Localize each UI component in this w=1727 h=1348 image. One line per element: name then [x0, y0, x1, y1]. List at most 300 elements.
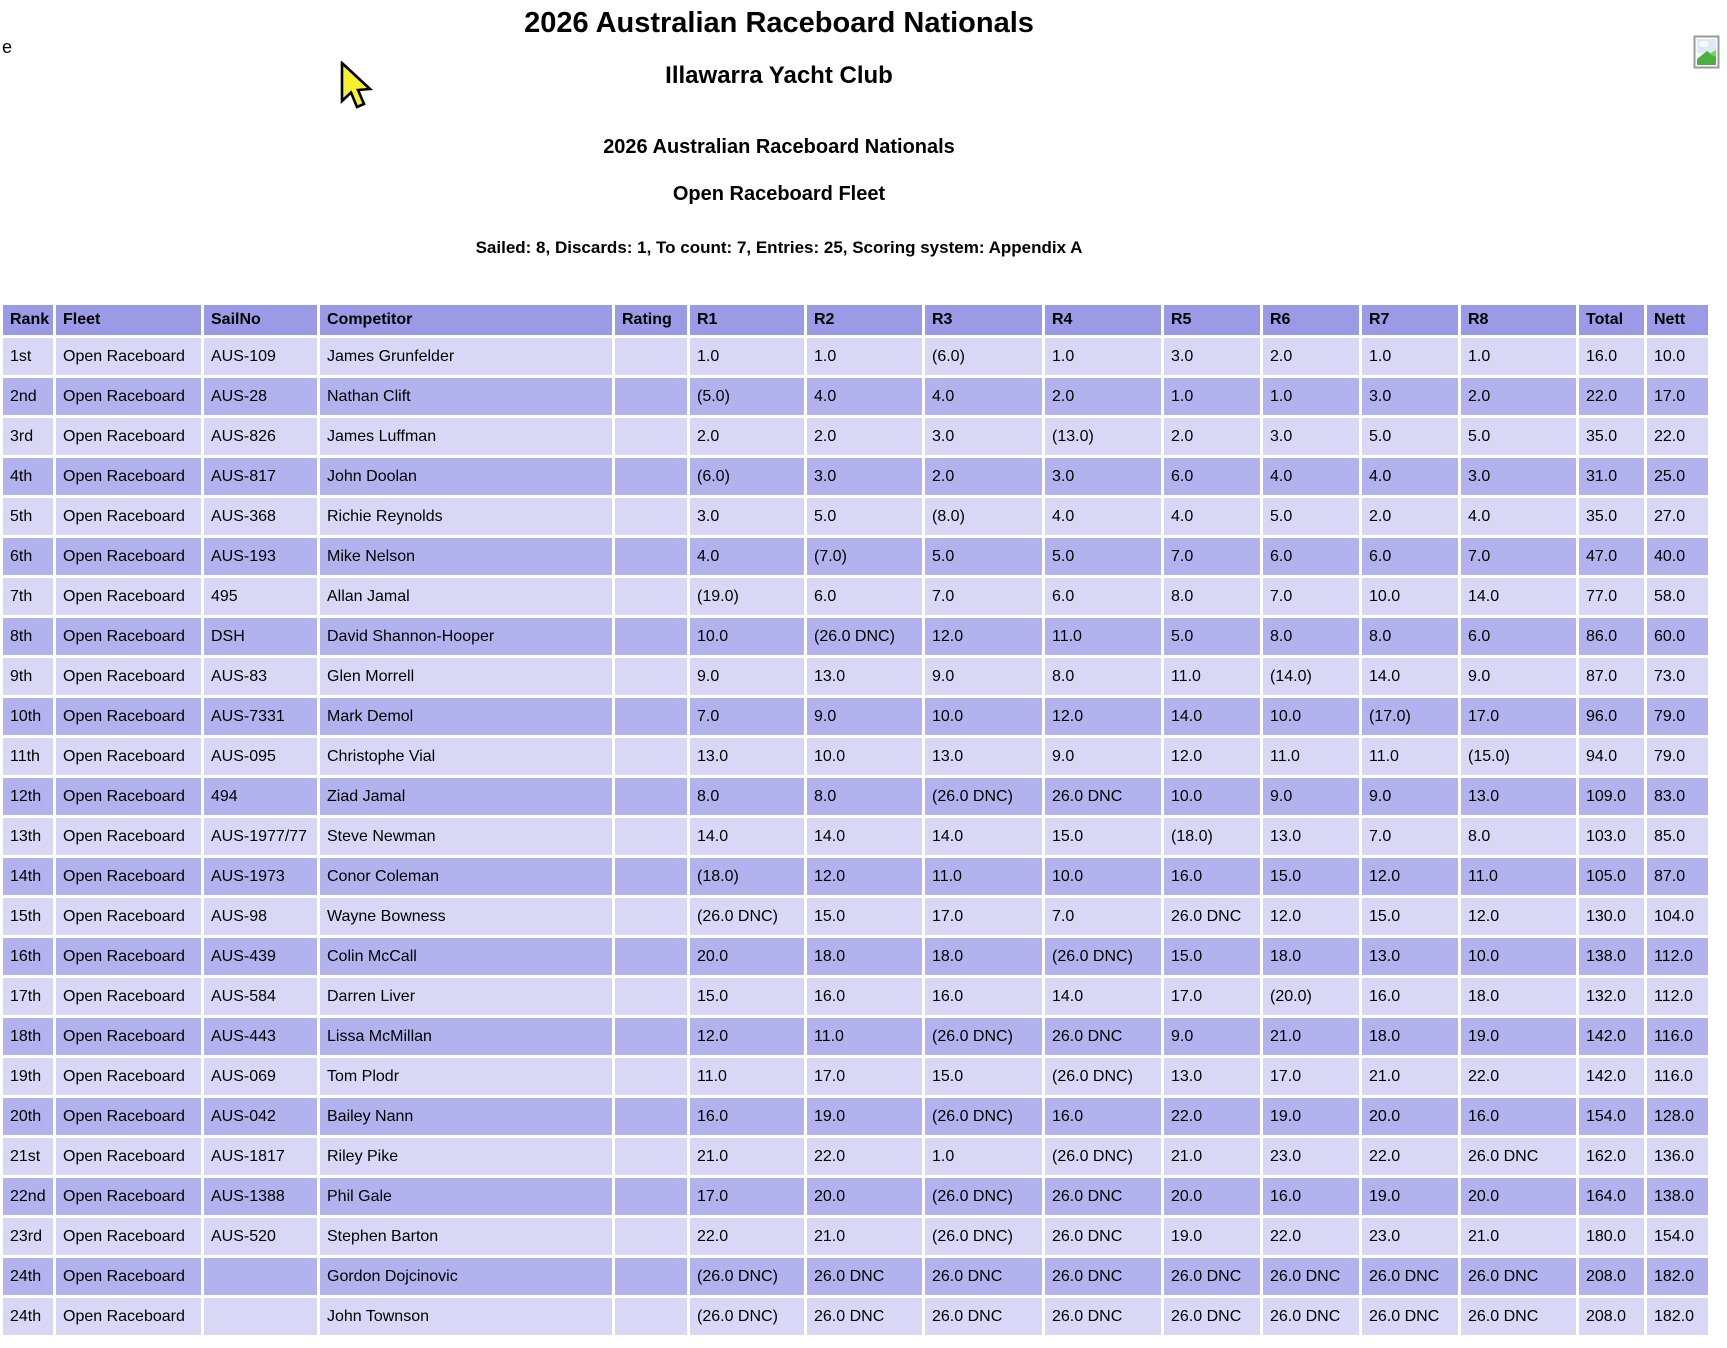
cell-rank: 19th	[3, 1058, 53, 1095]
cell-r8: 19.0	[1461, 1018, 1576, 1055]
cell-rank: 7th	[3, 578, 53, 615]
cell-total: 31.0	[1579, 458, 1644, 495]
cell-r5: 15.0	[1164, 938, 1260, 975]
cell-r4: 26.0 DNC	[1045, 1298, 1161, 1335]
cell-total: 162.0	[1579, 1138, 1644, 1175]
cell-sailno: AUS-368	[204, 498, 317, 535]
cell-fleet: Open Raceboard	[56, 1138, 201, 1175]
cell-total: 94.0	[1579, 738, 1644, 775]
cell-nett: 136.0	[1647, 1138, 1708, 1175]
cell-competitor: Glen Morrell	[320, 658, 612, 695]
cell-competitor: John Townson	[320, 1298, 612, 1335]
cell-r7: 2.0	[1362, 498, 1458, 535]
cell-rank: 14th	[3, 858, 53, 895]
cell-r2: 14.0	[807, 818, 922, 855]
cell-rating	[615, 1258, 687, 1295]
cell-rating	[615, 418, 687, 455]
cell-r6: 1.0	[1263, 378, 1359, 415]
cell-fleet: Open Raceboard	[56, 378, 201, 415]
cell-r2: 8.0	[807, 778, 922, 815]
cell-r6: 10.0	[1263, 698, 1359, 735]
cell-rating	[615, 658, 687, 695]
cell-r7: 13.0	[1362, 938, 1458, 975]
cell-r3: 14.0	[925, 818, 1042, 855]
cell-r3: 7.0	[925, 578, 1042, 615]
cell-r6: 8.0	[1263, 618, 1359, 655]
stray-character: e	[2, 37, 13, 57]
cell-r1: 2.0	[690, 418, 804, 455]
cell-nett: 40.0	[1647, 538, 1708, 575]
cell-r7: 7.0	[1362, 818, 1458, 855]
table-row	[3, 618, 1708, 655]
column-header-competitor: Competitor	[320, 305, 612, 335]
cell-competitor: Riley Pike	[320, 1138, 612, 1175]
cell-r1: 3.0	[690, 498, 804, 535]
cell-fleet: Open Raceboard	[56, 738, 201, 775]
cell-r3: 18.0	[925, 938, 1042, 975]
cell-r2: 20.0	[807, 1178, 922, 1215]
cell-r6: 4.0	[1263, 458, 1359, 495]
cell-total: 16.0	[1579, 338, 1644, 375]
cell-r2: 22.0	[807, 1138, 922, 1175]
cell-r8: 26.0 DNC	[1461, 1138, 1576, 1175]
cell-competitor: James Grunfelder	[320, 338, 612, 375]
cell-nett: 73.0	[1647, 658, 1708, 695]
cell-r4: 9.0	[1045, 738, 1161, 775]
cell-nett: 138.0	[1647, 1178, 1708, 1215]
column-header-total: Total	[1579, 305, 1644, 335]
cell-competitor: Wayne Bowness	[320, 898, 612, 935]
cell-r6: 5.0	[1263, 498, 1359, 535]
cell-r6: 21.0	[1263, 1018, 1359, 1055]
cell-r5: 6.0	[1164, 458, 1260, 495]
cell-r3: 15.0	[925, 1058, 1042, 1095]
cell-r1: (26.0 DNC)	[690, 898, 804, 935]
cell-rating	[615, 698, 687, 735]
cell-r1: 10.0	[690, 618, 804, 655]
header-row	[3, 305, 1708, 335]
cell-total: 132.0	[1579, 978, 1644, 1015]
cell-r7: 10.0	[1362, 578, 1458, 615]
cell-rank: 21st	[3, 1138, 53, 1175]
cell-competitor: Christophe Vial	[320, 738, 612, 775]
cell-nett: 25.0	[1647, 458, 1708, 495]
cell-sailno: AUS-7331	[204, 698, 317, 735]
cell-r2: 18.0	[807, 938, 922, 975]
cell-total: 130.0	[1579, 898, 1644, 935]
cell-total: 103.0	[1579, 818, 1644, 855]
cell-r5: 14.0	[1164, 698, 1260, 735]
cell-rank: 15th	[3, 898, 53, 935]
fleet-title: Open Raceboard Fleet	[672, 183, 886, 205]
cell-fleet: Open Raceboard	[56, 458, 201, 495]
table-row	[3, 1218, 1708, 1255]
cell-r5: 10.0	[1164, 778, 1260, 815]
cell-competitor: Conor Coleman	[320, 858, 612, 895]
cell-r8: 5.0	[1461, 418, 1576, 455]
cell-competitor: Gordon Dojcinovic	[320, 1258, 612, 1295]
cell-total: 208.0	[1579, 1298, 1644, 1335]
cell-fleet: Open Raceboard	[56, 538, 201, 575]
cell-rating	[615, 1098, 687, 1135]
cell-r5: 7.0	[1164, 538, 1260, 575]
cell-r1: (26.0 DNC)	[690, 1258, 804, 1295]
cell-rating	[615, 1058, 687, 1095]
table-row	[3, 738, 1708, 775]
cell-r1: (6.0)	[690, 458, 804, 495]
cell-r8: 11.0	[1461, 858, 1576, 895]
cell-total: 22.0	[1579, 378, 1644, 415]
cell-fleet: Open Raceboard	[56, 1258, 201, 1295]
cell-r3: 26.0 DNC	[925, 1258, 1042, 1295]
cell-r1: (26.0 DNC)	[690, 1298, 804, 1335]
cell-r4: 26.0 DNC	[1045, 1018, 1161, 1055]
cell-r7: 1.0	[1362, 338, 1458, 375]
series-title: 2026 Australian Raceboard Nationals	[603, 136, 955, 158]
table-row	[3, 978, 1708, 1015]
table-row	[3, 1018, 1708, 1055]
cell-r4: (26.0 DNC)	[1045, 1058, 1161, 1095]
cell-competitor: Stephen Barton	[320, 1218, 612, 1255]
cell-r2: (26.0 DNC)	[807, 618, 922, 655]
cell-r4: 16.0	[1045, 1098, 1161, 1135]
cell-fleet: Open Raceboard	[56, 418, 201, 455]
cell-competitor: David Shannon-Hooper	[320, 618, 612, 655]
table-row	[3, 1058, 1708, 1095]
cell-r5: 2.0	[1164, 418, 1260, 455]
cell-r3: 11.0	[925, 858, 1042, 895]
cell-r4: 12.0	[1045, 698, 1161, 735]
column-header-r7: R7	[1362, 305, 1458, 335]
cell-r7: 5.0	[1362, 418, 1458, 455]
cell-competitor: Lissa McMillan	[320, 1018, 612, 1055]
cell-r1: 7.0	[690, 698, 804, 735]
cell-r2: 10.0	[807, 738, 922, 775]
cell-r8: 26.0 DNC	[1461, 1258, 1576, 1295]
cell-r4: 7.0	[1045, 898, 1161, 935]
cell-sailno: AUS-443	[204, 1018, 317, 1055]
cell-r1: (18.0)	[690, 858, 804, 895]
table-row	[3, 498, 1708, 535]
table-row	[3, 1138, 1708, 1175]
cell-nett: 10.0	[1647, 338, 1708, 375]
results-page	[0, 7, 1727, 1348]
cell-r3: (26.0 DNC)	[925, 1178, 1042, 1215]
cell-r1: 17.0	[690, 1178, 804, 1215]
cell-r5: (18.0)	[1164, 818, 1260, 855]
cell-nett: 87.0	[1647, 858, 1708, 895]
cell-r4: 8.0	[1045, 658, 1161, 695]
cell-r7: 9.0	[1362, 778, 1458, 815]
cell-r1: 22.0	[690, 1218, 804, 1255]
cell-rank: 24th	[3, 1258, 53, 1295]
cell-r3: 10.0	[925, 698, 1042, 735]
cell-r3: (8.0)	[925, 498, 1042, 535]
cell-sailno: AUS-042	[204, 1098, 317, 1135]
column-header-r5: R5	[1164, 305, 1260, 335]
cell-r2: 17.0	[807, 1058, 922, 1095]
cell-r4: 5.0	[1045, 538, 1161, 575]
cell-total: 105.0	[1579, 858, 1644, 895]
cell-r1: 9.0	[690, 658, 804, 695]
cell-r8: 14.0	[1461, 578, 1576, 615]
cell-r3: (26.0 DNC)	[925, 1098, 1042, 1135]
cell-r5: 9.0	[1164, 1018, 1260, 1055]
cell-fleet: Open Raceboard	[56, 938, 201, 975]
cell-r4: 26.0 DNC	[1045, 778, 1161, 815]
results-table	[0, 302, 1711, 1338]
cell-competitor: Allan Jamal	[320, 578, 612, 615]
cell-r2: 26.0 DNC	[807, 1258, 922, 1295]
cell-r8: 21.0	[1461, 1218, 1576, 1255]
cell-rating	[615, 338, 687, 375]
cell-sailno: AUS-28	[204, 378, 317, 415]
cell-total: 35.0	[1579, 498, 1644, 535]
cell-fleet: Open Raceboard	[56, 1298, 201, 1335]
cell-rating	[615, 1298, 687, 1335]
cell-r2: 4.0	[807, 378, 922, 415]
cell-r7: 19.0	[1362, 1178, 1458, 1215]
cell-competitor: James Luffman	[320, 418, 612, 455]
cell-r2: 11.0	[807, 1018, 922, 1055]
cell-r5: 20.0	[1164, 1178, 1260, 1215]
cell-r3: 17.0	[925, 898, 1042, 935]
column-header-r2: R2	[807, 305, 922, 335]
cell-nett: 182.0	[1647, 1258, 1708, 1295]
column-header-r4: R4	[1045, 305, 1161, 335]
cell-rank: 11th	[3, 738, 53, 775]
cell-r7: 26.0 DNC	[1362, 1298, 1458, 1335]
cell-fleet: Open Raceboard	[56, 578, 201, 615]
cell-r8: 6.0	[1461, 618, 1576, 655]
cell-r6: (14.0)	[1263, 658, 1359, 695]
cell-r1: 12.0	[690, 1018, 804, 1055]
cell-sailno: AUS-520	[204, 1218, 317, 1255]
cell-sailno	[204, 1258, 317, 1295]
column-header-sailno: SailNo	[204, 305, 317, 335]
cell-r3: 9.0	[925, 658, 1042, 695]
cell-nett: 79.0	[1647, 738, 1708, 775]
cell-r8: 8.0	[1461, 818, 1576, 855]
venue-title: Illawarra Yacht Club	[665, 62, 893, 89]
cell-r4: 4.0	[1045, 498, 1161, 535]
table-row	[3, 538, 1708, 575]
cell-r6: 3.0	[1263, 418, 1359, 455]
table-row	[3, 1258, 1708, 1295]
cell-rank: 23rd	[3, 1218, 53, 1255]
cell-r8: 12.0	[1461, 898, 1576, 935]
cell-r2: 1.0	[807, 338, 922, 375]
cell-rating	[615, 978, 687, 1015]
cell-r5: 5.0	[1164, 618, 1260, 655]
cell-r8: 26.0 DNC	[1461, 1298, 1576, 1335]
cell-r5: 12.0	[1164, 738, 1260, 775]
cell-competitor: Colin McCall	[320, 938, 612, 975]
cell-r4: 26.0 DNC	[1045, 1178, 1161, 1215]
cell-r4: 26.0 DNC	[1045, 1258, 1161, 1295]
table-row	[3, 658, 1708, 695]
cell-rank: 13th	[3, 818, 53, 855]
cell-fleet: Open Raceboard	[56, 1058, 201, 1095]
cell-r8: 10.0	[1461, 938, 1576, 975]
cell-r2: 16.0	[807, 978, 922, 1015]
cell-rank: 24th	[3, 1298, 53, 1335]
cell-r8: 4.0	[1461, 498, 1576, 535]
cell-total: 208.0	[1579, 1258, 1644, 1295]
cell-sailno: AUS-069	[204, 1058, 317, 1095]
cell-r6: 18.0	[1263, 938, 1359, 975]
cell-rating	[615, 818, 687, 855]
cell-r6: 11.0	[1263, 738, 1359, 775]
cell-rating	[615, 738, 687, 775]
cell-competitor: Bailey Nann	[320, 1098, 612, 1135]
cell-r8: 2.0	[1461, 378, 1576, 415]
cell-total: 47.0	[1579, 538, 1644, 575]
cell-fleet: Open Raceboard	[56, 1018, 201, 1055]
results-body	[3, 338, 1708, 1335]
cell-r8: 16.0	[1461, 1098, 1576, 1135]
cell-rating	[615, 1018, 687, 1055]
cell-sailno: AUS-109	[204, 338, 317, 375]
cell-total: 96.0	[1579, 698, 1644, 735]
cell-r4: 6.0	[1045, 578, 1161, 615]
cell-r5: 26.0 DNC	[1164, 1298, 1260, 1335]
cell-r5: 17.0	[1164, 978, 1260, 1015]
cell-r6: 2.0	[1263, 338, 1359, 375]
cell-sailno	[204, 1298, 317, 1335]
cell-sailno: AUS-439	[204, 938, 317, 975]
cell-fleet: Open Raceboard	[56, 618, 201, 655]
cell-rank: 3rd	[3, 418, 53, 455]
cell-r5: 8.0	[1164, 578, 1260, 615]
cell-r3: 3.0	[925, 418, 1042, 455]
cell-r3: 16.0	[925, 978, 1042, 1015]
cell-competitor: Richie Reynolds	[320, 498, 612, 535]
cell-nett: 116.0	[1647, 1018, 1708, 1055]
cell-nett: 104.0	[1647, 898, 1708, 935]
cell-r1: 16.0	[690, 1098, 804, 1135]
cell-r7: 22.0	[1362, 1138, 1458, 1175]
cell-r5: 11.0	[1164, 658, 1260, 695]
cell-sailno: AUS-826	[204, 418, 317, 455]
table-row	[3, 818, 1708, 855]
cell-r2: 19.0	[807, 1098, 922, 1135]
cell-r5: 26.0 DNC	[1164, 1258, 1260, 1295]
cell-r3: 2.0	[925, 458, 1042, 495]
cell-r8: 18.0	[1461, 978, 1576, 1015]
cell-nett: 58.0	[1647, 578, 1708, 615]
cell-total: 180.0	[1579, 1218, 1644, 1255]
cell-sailno: DSH	[204, 618, 317, 655]
cell-r4: 1.0	[1045, 338, 1161, 375]
cell-r7: 23.0	[1362, 1218, 1458, 1255]
cell-r2: 5.0	[807, 498, 922, 535]
column-header-rating: Rating	[615, 305, 687, 335]
cell-r4: (26.0 DNC)	[1045, 938, 1161, 975]
cell-r2: 12.0	[807, 858, 922, 895]
table-row	[3, 418, 1708, 455]
cell-r8: (15.0)	[1461, 738, 1576, 775]
cell-r4: 3.0	[1045, 458, 1161, 495]
cell-competitor: Mike Nelson	[320, 538, 612, 575]
cell-total: 87.0	[1579, 658, 1644, 695]
cell-r4: 2.0	[1045, 378, 1161, 415]
cell-fleet: Open Raceboard	[56, 1218, 201, 1255]
cell-rank: 9th	[3, 658, 53, 695]
table-row	[3, 1178, 1708, 1215]
cell-rank: 1st	[3, 338, 53, 375]
cell-rank: 22nd	[3, 1178, 53, 1215]
cell-r6: 19.0	[1263, 1098, 1359, 1135]
cell-nett: 128.0	[1647, 1098, 1708, 1135]
cell-r2: 21.0	[807, 1218, 922, 1255]
cell-r2: (7.0)	[807, 538, 922, 575]
cell-rating	[615, 1138, 687, 1175]
cell-competitor: Darren Liver	[320, 978, 612, 1015]
cell-rating	[615, 538, 687, 575]
cell-rank: 6th	[3, 538, 53, 575]
cell-r3: (26.0 DNC)	[925, 1218, 1042, 1255]
cell-r2: 6.0	[807, 578, 922, 615]
cell-r8: 20.0	[1461, 1178, 1576, 1215]
column-header-fleet: Fleet	[56, 305, 201, 335]
cell-total: 142.0	[1579, 1058, 1644, 1095]
cell-r4: (13.0)	[1045, 418, 1161, 455]
cell-total: 138.0	[1579, 938, 1644, 975]
cell-r6: 15.0	[1263, 858, 1359, 895]
cell-r1: 20.0	[690, 938, 804, 975]
cell-r6: 17.0	[1263, 1058, 1359, 1095]
table-row	[3, 338, 1708, 375]
cell-r3: (6.0)	[925, 338, 1042, 375]
cell-r5: 1.0	[1164, 378, 1260, 415]
cell-rating	[615, 498, 687, 535]
cell-r7: 4.0	[1362, 458, 1458, 495]
cell-competitor: John Doolan	[320, 458, 612, 495]
cell-r3: 12.0	[925, 618, 1042, 655]
cell-r7: 15.0	[1362, 898, 1458, 935]
cell-r6: 22.0	[1263, 1218, 1359, 1255]
cell-sailno: AUS-817	[204, 458, 317, 495]
cell-total: 77.0	[1579, 578, 1644, 615]
cell-sailno: 495	[204, 578, 317, 615]
cell-competitor: Nathan Clift	[320, 378, 612, 415]
cell-sailno: AUS-98	[204, 898, 317, 935]
cell-nett: 83.0	[1647, 778, 1708, 815]
cell-nett: 182.0	[1647, 1298, 1708, 1335]
cell-sailno: AUS-095	[204, 738, 317, 775]
table-row	[3, 938, 1708, 975]
table-row	[3, 698, 1708, 735]
cell-r8: 1.0	[1461, 338, 1576, 375]
cell-r4: 11.0	[1045, 618, 1161, 655]
cell-r5: 13.0	[1164, 1058, 1260, 1095]
cell-nett: 22.0	[1647, 418, 1708, 455]
cell-fleet: Open Raceboard	[56, 858, 201, 895]
cell-r8: 7.0	[1461, 538, 1576, 575]
cell-rank: 20th	[3, 1098, 53, 1135]
cell-nett: 60.0	[1647, 618, 1708, 655]
cell-r8: 22.0	[1461, 1058, 1576, 1095]
cell-fleet: Open Raceboard	[56, 658, 201, 695]
cell-fleet: Open Raceboard	[56, 818, 201, 855]
cell-fleet: Open Raceboard	[56, 1098, 201, 1135]
cell-sailno: AUS-1973	[204, 858, 317, 895]
cell-r6: 16.0	[1263, 1178, 1359, 1215]
cell-r6: 9.0	[1263, 778, 1359, 815]
column-header-r8: R8	[1461, 305, 1576, 335]
table-row	[3, 858, 1708, 895]
